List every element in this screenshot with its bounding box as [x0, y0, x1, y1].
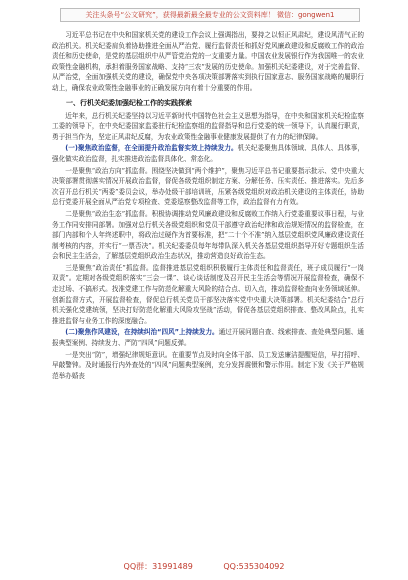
subsection-2-paragraph [52, 327, 364, 348]
point-1-paragraph: 一是聚焦“政治方向”抓监督。围绕坚决做到“两个维护”，聚焦习近平总书记重要指示批示、党中央重大决策部署贯彻落实情况开展政治监督，督促各级党组织制定方案、分解任务、压实责任、推进落实。先后多次召开总行机关“两委”委员会议，举办处级干部培训班，压紧各级党组织对政治机关建设的主体责任，协助总行党委开展全面从严治党专项检查、党委巡察整改监督等工作，政治监督有力有效。 [52, 166, 364, 207]
subsection-1-paragraph [52, 143, 364, 164]
intro-paragraph: 习近平总书记在中央和国家机关党的建设工作会议上强调指出，要持之以恒正风肃纪，建设风清气正的政治机关。机关纪委肩负着协助推进全面从严治党、履行监督责任和抓好党风廉政建设和反腐败工作的政治责任和历史使命，是党的基层组织中从严管党治党的一支重要力量。中国农业发展银行作为我国唯一的农业政策性金融机构，承担着服务国家战略、支持“三农”发展的历史使命。加强机关纪委建设，对于完善监督、从严治党，全面加强机关党的建设，确保党中央各项决策部署落实到执行国家意志、服务国家战略的履职行动上，确保农业政策性金融事业的正确发展方向有着十分重要的作用。 [52, 31, 364, 92]
point-2-paragraph: 二是聚焦“政治生态”抓监督。积极协调推动党风廉政建设和反腐败工作纳入行党委重要议事日程，与业务工作同安排同部署。加强对总行机关各级党组织和党员干部遵守政治纪律和政治规矩情况的监督检查，在部门内部和个人年终述职中，将政治过硬作为首要标准，把“二十个不准”纳入基层党组织党风廉政建设责任制考核的内容，并实行“一票否决”。机关纪委委员每年每带队深入机关各基层党组织指导开好专题组织生活会和民主生活会，了解基层党组织政治生态状况，推动营造良好政治生态。 [52, 209, 364, 261]
subsection-1-text: 机关纪委聚焦具体领域、具体人、具体事，强化做实政治监督，扎实推进政治监督具体化、常态化。 [52, 144, 364, 163]
subsection-2-heading: (二)聚焦作风建设，在持续纠治“四风”上持续发力。 [65, 328, 219, 337]
overview-paragraph: 近年来，总行机关纪委坚持以习近平新时代中国特色社会主义思想为指导，在中央和国家机关纪检监察工委的领导下，在中央纪委国家监委驻行纪检监察组的监督指导和总行党委的统一领导下，认真履行职责，勇于担当作为，坚定正风肃纪反腐，为农业政策性金融事业健康发展提供了有力的纪律保障。 [52, 111, 364, 141]
point-3-paragraph: 三是聚焦“政治责任”抓监督。监督推进基层党组织积极履行主体责任和监督责任，班子成员履行“一岗双责”。定期对各级党组织落实“三会一课”、谈心谈话制度及召开民主生活会等情况开展监督检查，确保不走过场、不搞形式。找准党建工作与防范化解重大风险的结合点、切入点，推动监督检查向业务领域延伸。创新监督方式，开展监督检查，督促总行机关党员干部坚决落实党中央重大决策部署。机关纪委结合“总行机关强化党建统领，坚决打好防范化解重大风险攻坚战”活动，督促各基层党组织排查、整改风险点，扎实推进监督与业务工作的深度融合。 [52, 263, 364, 325]
point-4-paragraph: 一是突出“防”，增强纪律规矩意识。在重要节点及时向全体干部、员工发送廉洁提醒短信，早打招呼、早敲警钟。及时通报行内外查处的“四风”问题典型案例，充分发挥震慑和警示作用。制定下发《关于严格规范举办婚丧 [52, 350, 364, 380]
document-body [52, 30, 364, 382]
contact-footer [0, 560, 408, 574]
subsection-2-text: 通过开展问题自查、线索排查、查处典型问题、通报典型案例、持续发力、严防“四风”问题反弹。 [52, 328, 364, 348]
promo-banner: 关注头条号“公文研究”，获得最新最全最专业的公文资料库！ 微信：gongwen1 [60, 8, 360, 22]
qq-number: QQ:535304092 [223, 562, 285, 571]
section-heading: 一、行机关纪委加强纪检工作的实践探索 [66, 98, 192, 107]
qq-group: QQ群：31991489 [123, 562, 193, 571]
subsection-1-heading: (一)聚焦政治监督，在全面提升政治监督实效上持续发力。 [65, 144, 238, 153]
